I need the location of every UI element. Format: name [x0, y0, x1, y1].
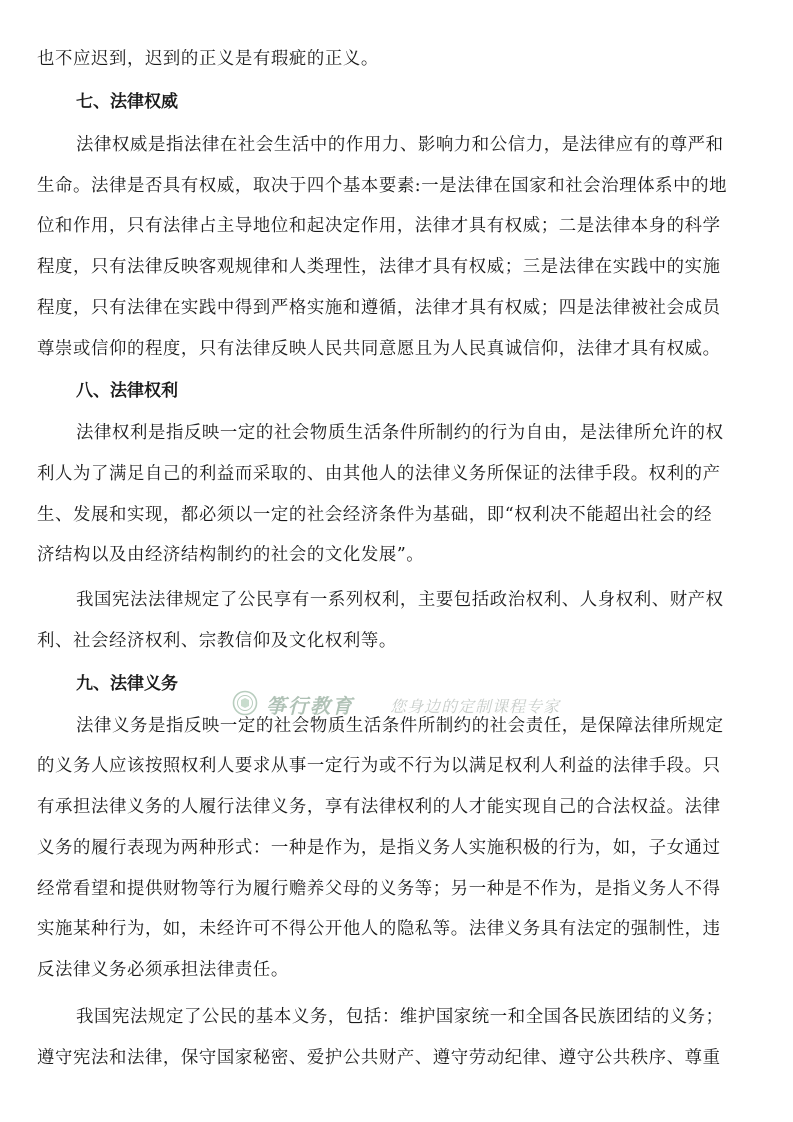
- section-heading-rights: 八、法律权利: [76, 381, 178, 401]
- paragraph-line: 生、发展和实现，都必须以一定的社会经济条件为基础，即“权利决不能超出社会的经: [37, 505, 713, 525]
- paragraph-line: 义务的履行表现为两种形式：一种是作为，是指义务人实施积极的行为，如，子女通过: [37, 838, 721, 858]
- paragraph-line: 也不应迟到，迟到的正义是有瑕疵的正义。: [37, 49, 379, 69]
- paragraph-line: 位和作用，只有法律占主导地位和起决定作用，法律才具有权威；二是法律本身的科学: [37, 216, 721, 236]
- paragraph-line: 的义务人应该按照权利人要求从事一定行为或不行为以满足权利人利益的法律手段。只: [37, 756, 721, 776]
- paragraph-line: 我国宪法法律规定了公民享有一系列权利，主要包括政治权利、人身权利、财产权: [76, 590, 724, 610]
- paragraph-line: 利、社会经济权利、宗教信仰及文化权利等。: [37, 631, 397, 651]
- paragraph-line: 尊崇或信仰的程度，只有法律反映人民共同意愿且为人民真诚信仰，法律才具有权威。: [37, 339, 721, 359]
- paragraph-line: 法律权利是指反映一定的社会物质生活条件所制约的行为自由，是法律所允许的权: [76, 423, 724, 443]
- paragraph-line: 济结构以及由经济结构制约的社会的文化发展”。: [37, 545, 425, 565]
- paragraph-line: 利人为了满足自己的利益而采取的、由其他人的法律义务所保证的法律手段。权利的产: [37, 464, 721, 484]
- school-seal-icon: [232, 690, 258, 716]
- paragraph-line: 法律义务是指反映一定的社会物质生活条件所制约的社会责任，是保障法律所规定: [76, 716, 724, 736]
- watermark-brand: 筝行教育: [266, 694, 354, 718]
- paragraph-line: 我国宪法规定了公民的基本义务，包括：维护国家统一和全国各民族团结的义务；: [76, 1007, 724, 1027]
- paragraph-line: 有承担法律义务的人履行法律义务，享有法律权利的人才能实现自己的合法权益。法律: [37, 797, 721, 817]
- paragraph-line: 生命。法律是否具有权威，取决于四个基本要素:一是法律在国家和社会治理体系中的地: [37, 176, 728, 196]
- watermark-slogan: 您身边的定制课程专家: [390, 697, 561, 716]
- paragraph-line: 遵守宪法和法律，保守国家秘密、爱护公共财产、遵守劳动纪律、遵守公共秩序、尊重: [37, 1048, 721, 1068]
- section-heading-authority: 七、法律权威: [76, 92, 178, 112]
- paragraph-line: 经常看望和提供财物等行为履行赡养父母的义务等；另一种是不作为，是指义务人不得: [37, 879, 721, 899]
- section-heading-obligations: 九、法律义务: [76, 674, 178, 694]
- paragraph-line: 程度，只有法律在实践中得到严格实施和遵循，法律才具有权威；四是法律被社会成员: [37, 298, 721, 318]
- paragraph-line: 实施某种行为，如，未经许可不得公开他人的隐私等。法律义务具有法定的强制性，违: [37, 919, 721, 939]
- paragraph-line: 反法律义务必须承担法律责任。: [37, 960, 289, 980]
- paragraph-line: 程度，只有法律反映客观规律和人类理性，法律才具有权威；三是法律在实践中的实施: [37, 257, 721, 277]
- paragraph-line: 法律权威是指法律在社会生活中的作用力、影响力和公信力，是法律应有的尊严和: [76, 135, 724, 155]
